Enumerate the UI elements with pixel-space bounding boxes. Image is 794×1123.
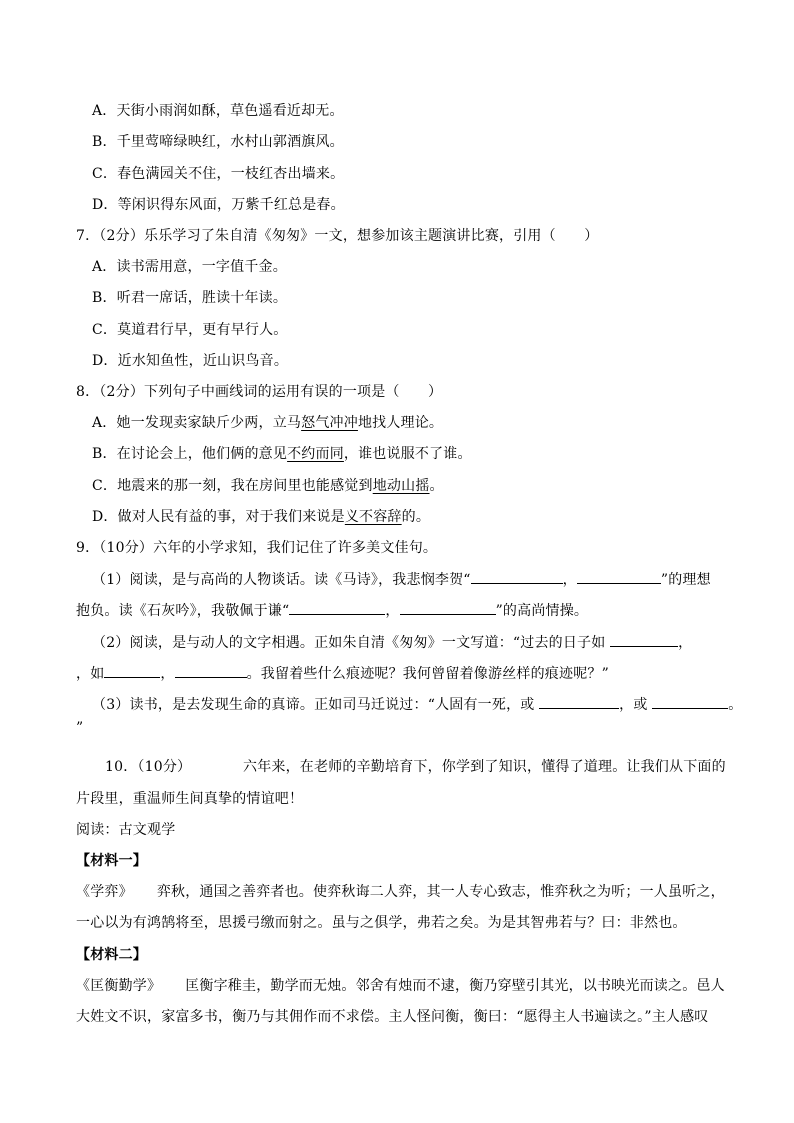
q10-reading-title: 阅读：古文观学 <box>76 822 176 838</box>
q8-option-b <box>92 444 472 464</box>
q9-p1-blank-2[interactable] <box>577 569 661 584</box>
q9-p1-text-a: （1）阅读，是与高尚的人物谈话。读《马诗》，我悲悯李贺“ <box>92 572 471 588</box>
q9-part3-line1 <box>92 694 742 715</box>
q8-b-underlined: 不约而同 <box>287 446 344 462</box>
material-2-line1 <box>76 976 725 996</box>
q6-option-a: A．天街小雨润如酥，草色遥看近却无。 <box>92 103 344 119</box>
q9-p1-text-e: ， <box>385 603 400 619</box>
q6-option-c: C．春色满园关不住，一枝红杏出墙来。 <box>92 166 345 182</box>
q9-p1-blank-1[interactable] <box>471 569 563 584</box>
material-2-heading: 【材料二】 <box>76 947 147 963</box>
q8-d-tail: 的。 <box>401 509 431 525</box>
material-1-text-1: 弈秋，通国之善弈者也。使弈秋诲二人弈，其一人专心致志，惟弈秋之为听；一人虽听之， <box>156 884 725 900</box>
q9-p3-text-c: 。 <box>728 697 743 713</box>
q9-part2-line2 <box>76 663 609 684</box>
q8-c-tail: 。 <box>429 478 444 494</box>
q7-option-d: D．近水知鱼性，近山识鸟音。 <box>92 353 289 369</box>
q9-part1-line2 <box>76 600 588 621</box>
q9-p2-blank-3[interactable] <box>175 663 247 678</box>
q10-stem-line2: 片段里，重温师生间真挚的情谊吧！ <box>76 791 304 807</box>
q9-stem: 9．（10分）六年的小学求知，我们记住了许多美文佳句。 <box>76 540 438 556</box>
q9-p2-text-a: （2）阅读，是与动人的文字相遇。正如朱自清《匆匆》一文写道：“过去的日子如 <box>92 635 606 651</box>
q9-p1-text-f: ”的高尚情操。 <box>495 603 589 619</box>
material-1-heading: 【材料一】 <box>76 853 147 869</box>
q8-option-a <box>92 413 443 433</box>
q9-part1-line1 <box>92 569 711 590</box>
q9-p2-text-c: ，如 <box>76 666 105 682</box>
q9-p2-text-d: ， <box>160 666 175 682</box>
q10-number: 10．（10分） <box>105 759 192 775</box>
q9-p3-blank-2[interactable] <box>652 694 728 709</box>
q8-d-text: D．做对人民有益的事，对于我们来说是 <box>92 509 345 525</box>
q9-p3-text-b: ，或 <box>619 697 648 713</box>
q8-a-tail: 地找人理论。 <box>357 415 444 431</box>
q9-p2-blank-1[interactable] <box>610 632 678 647</box>
q6-option-b: B．千里莺啼绿映红，水村山郭酒旗风。 <box>92 134 344 150</box>
q9-p2-blank-2[interactable] <box>104 663 160 678</box>
q8-option-c <box>92 476 444 496</box>
q6-option-d: D．等闲识得东风面，万紫千红总是春。 <box>92 197 345 213</box>
q7-option-b: B．听君一席话，胜读十年读。 <box>92 290 288 306</box>
q7-option-a: A．读书需用意，一字值千金。 <box>92 259 287 275</box>
q8-d-underlined: 义不容辞 <box>344 509 402 525</box>
q10-stem: 六年来，在老师的辛勤培育下，你学到了知识，懂得了道理。让我们从下面的 <box>243 759 726 775</box>
q8-stem: 8．（2分）下列句子中画线词的运用有误的一项是（ ） <box>76 384 443 400</box>
q9-p3-blank-1[interactable] <box>539 694 619 709</box>
q8-b-tail: ，谁也说服不了谁。 <box>343 446 472 462</box>
q9-p3-text-a: （3）读书，是去发现生命的真谛。正如司马迁说过：“人固有一死，或 <box>92 697 535 713</box>
material-2-text-1: 匡衡字稚圭，勤学而无烛。邻舍有烛而不逮，衡乃穿壁引其光，以书映光而读之。邑人 <box>185 978 725 994</box>
q9-p2-text-b: ， <box>678 635 693 651</box>
q9-p1-text-d: 抱负。读《石灰吟》，我敬佩于谦“ <box>76 603 290 619</box>
q9-p1-text-b: ， <box>562 572 577 588</box>
material-2-line2: 大姓文不识，家富多书，衡乃与其佣作而不求偿。主人怪问衡，衡曰：“愿得主人书遍读之。”主人感叹 <box>76 1009 709 1025</box>
q9-part2-line1 <box>92 632 692 653</box>
q7-stem: 7．（2分）乐乐学习了朱自清《匆匆》一文，想参加该主题演讲比赛，引用（ ） <box>76 228 599 244</box>
q9-p1-text-c: ”的理想 <box>660 572 711 588</box>
q8-b-text: B．在讨论会上，他们俩的意见 <box>92 446 288 462</box>
q8-option-d <box>92 507 430 527</box>
material-2-title: 《匡衡勤学》 <box>76 978 162 994</box>
q8-a-text: A．她一发现卖家缺斤少两，立马 <box>92 415 302 431</box>
q9-p1-blank-4[interactable] <box>400 600 496 615</box>
material-1-line1 <box>76 882 725 902</box>
q9-p1-blank-3[interactable] <box>289 600 385 615</box>
q7-option-c: C．莫道君行早，更有早行人。 <box>92 322 288 338</box>
material-1-line2: 一心以为有鸿鹄将至，思援弓缴而射之。虽与之俱学，弗若之矣。为是其智弗若与？曰：非然也。 <box>76 915 687 931</box>
q9-p2-text-e: 。我留着些什么痕迹呢？我何曾留着像游丝样的痕迹呢？” <box>246 666 609 682</box>
q8-a-underlined: 怒气冲冲 <box>301 415 358 431</box>
q8-c-text: C．地震来的那一刻，我在房间里也能感觉到 <box>92 478 373 494</box>
material-1-title: 《学弈》 <box>76 884 133 900</box>
q9-part3-line2: ” <box>76 720 84 736</box>
q8-c-underlined: 地动山摇 <box>372 478 430 494</box>
